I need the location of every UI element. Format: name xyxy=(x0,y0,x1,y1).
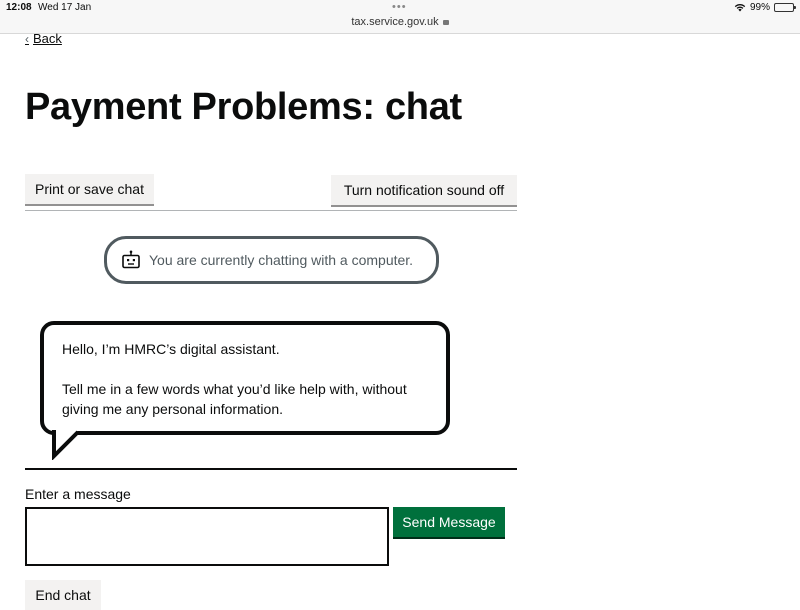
status-time: 12:08 xyxy=(6,2,32,13)
notification-sound-toggle-button[interactable]: Turn notification sound off xyxy=(331,175,517,205)
assistant-message-bubble xyxy=(40,321,450,435)
lock-icon xyxy=(443,20,449,25)
chevron-left-icon: ‹ xyxy=(25,31,29,46)
more-icon[interactable]: ••• xyxy=(392,1,407,13)
speech-bubble-tail xyxy=(50,428,90,460)
battery-percent: 99% xyxy=(749,2,770,13)
message-paragraph: Tell me in a few words what you’d like help with, without giving me any personal information. xyxy=(62,381,407,417)
status-date: Wed 17 Jan xyxy=(38,2,92,13)
back-link[interactable] xyxy=(25,31,62,46)
message-paragraph: Hello, I’m HMRC’s digital assistant. xyxy=(62,341,280,357)
send-message-button[interactable]: Send Message xyxy=(393,507,505,537)
wifi-icon xyxy=(734,3,746,12)
browser-status-bar xyxy=(0,0,800,34)
print-save-chat-button[interactable]: Print or save chat xyxy=(25,174,154,204)
robot-icon xyxy=(121,250,141,270)
divider xyxy=(25,210,517,211)
battery-icon xyxy=(774,3,794,12)
message-input[interactable] xyxy=(25,507,389,566)
computer-chat-notice-text: You are currently chatting with a computer. xyxy=(149,252,414,268)
computer-chat-notice xyxy=(104,236,439,284)
address-url: tax.service.gov.uk xyxy=(351,16,439,28)
status-indicators xyxy=(734,2,794,13)
message-divider xyxy=(25,468,517,470)
back-link-label: Back xyxy=(33,31,62,46)
address-bar[interactable] xyxy=(0,16,800,28)
page-title: Payment Problems: chat xyxy=(25,86,462,128)
end-chat-button[interactable]: End chat xyxy=(25,580,101,610)
message-input-label: Enter a message xyxy=(25,486,131,502)
